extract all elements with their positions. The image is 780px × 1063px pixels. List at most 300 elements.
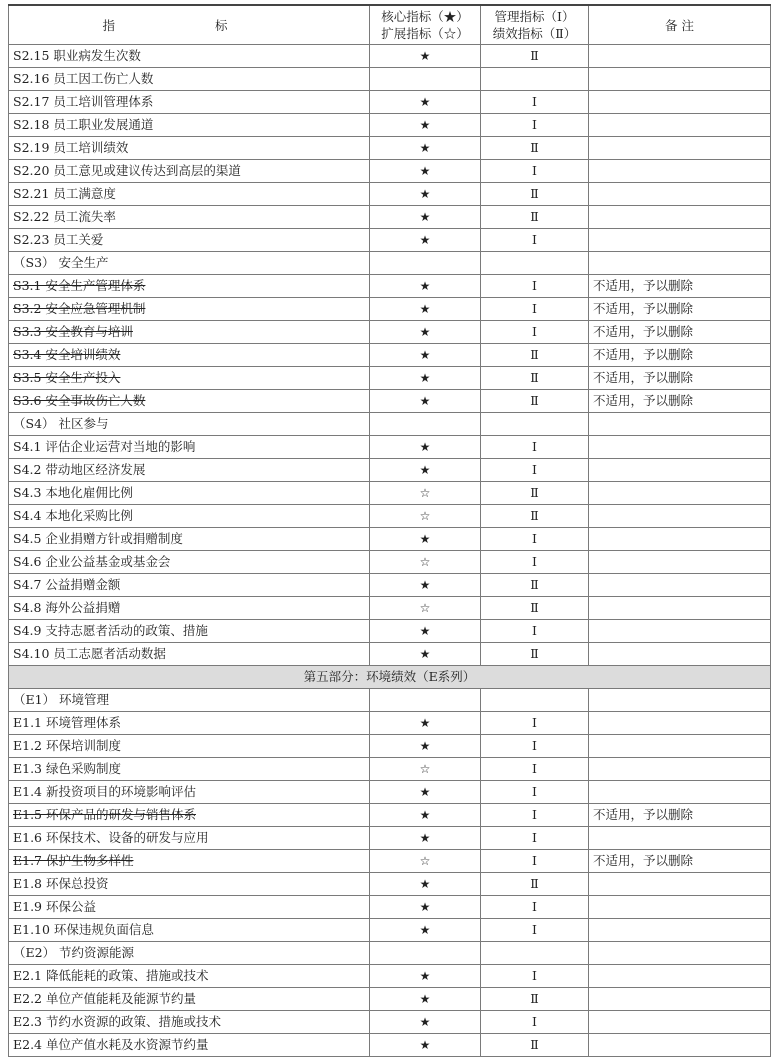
management-performance-mark-text: Ⅱ (530, 876, 539, 891)
indicator-name-text: S2.16 员工因工伤亡人数 (13, 71, 154, 86)
management-performance-mark (481, 206, 589, 229)
core-extended-mark-text: ★ (419, 49, 431, 63)
core-extended-mark-text: ★ (419, 739, 431, 753)
core-extended-mark-text: ★ (419, 325, 431, 339)
table-body (9, 45, 771, 1057)
management-performance-mark-text: Ⅰ (532, 117, 537, 132)
table-row (9, 965, 771, 988)
indicator-name-text: S3.6 安全事故伤亡人数 (13, 393, 146, 408)
table-row (9, 988, 771, 1011)
indicator-name (9, 482, 370, 505)
core-extended-mark (370, 413, 481, 436)
management-performance-mark-text: Ⅰ (532, 853, 537, 868)
remark-cell (589, 781, 771, 804)
indicator-name (9, 735, 370, 758)
management-performance-mark-text: Ⅰ (532, 784, 537, 799)
management-performance-mark (481, 758, 589, 781)
indicator-name (9, 942, 370, 965)
core-extended-mark (370, 459, 481, 482)
management-performance-mark (481, 229, 589, 252)
indicator-name-text: E1.9 环保公益 (13, 899, 96, 914)
management-performance-mark-text: Ⅱ (530, 393, 539, 408)
table-row (9, 735, 771, 758)
core-extended-mark (370, 344, 481, 367)
management-performance-mark (481, 781, 589, 804)
core-extended-mark (370, 528, 481, 551)
indicator-name-text: （E1） 环境管理 (13, 692, 110, 707)
indicator-name-text: S4.7 公益捐赠金额 (13, 577, 121, 592)
remark-cell-text: 不适用，予以删除 (593, 324, 694, 339)
indicator-name (9, 229, 370, 252)
core-extended-mark-text: ★ (419, 371, 431, 385)
core-extended-mark (370, 919, 481, 942)
core-extended-mark-text: ★ (419, 532, 431, 546)
indicator-name (9, 298, 370, 321)
management-performance-mark (481, 321, 589, 344)
core-extended-mark-text: ☆ (419, 555, 431, 569)
core-extended-mark-text: ★ (419, 141, 431, 155)
indicator-name-text: E2.4 单位产值水耗及水资源节约量 (13, 1037, 209, 1052)
management-performance-mark-text: Ⅱ (530, 186, 539, 201)
indicator-name (9, 597, 370, 620)
table-row (9, 390, 771, 413)
indicator-name-text: S4.2 带动地区经济发展 (13, 462, 146, 477)
table-row (9, 505, 771, 528)
core-extended-mark (370, 643, 481, 666)
core-extended-mark (370, 229, 481, 252)
indicator-name (9, 896, 370, 919)
management-performance-mark (481, 91, 589, 114)
table-row (9, 712, 771, 735)
indicator-name (9, 620, 370, 643)
indicator-name-text: S4.5 企业捐赠方针或捐赠制度 (13, 531, 183, 546)
table-row (9, 551, 771, 574)
core-extended-mark (370, 551, 481, 574)
management-performance-mark (481, 827, 589, 850)
management-performance-mark (481, 413, 589, 436)
indicator-name (9, 413, 370, 436)
indicator-name-text: E1.5 环保产品的研发与销售体系 (13, 807, 196, 822)
core-extended-mark-text: ★ (419, 578, 431, 592)
table-row (9, 206, 771, 229)
core-extended-mark (370, 160, 481, 183)
remark-cell (589, 505, 771, 528)
core-extended-mark-text: ★ (419, 187, 431, 201)
core-extended-mark-text: ★ (419, 348, 431, 362)
management-performance-mark-text: Ⅱ (530, 485, 539, 500)
core-extended-mark-text: ★ (419, 1038, 431, 1052)
indicator-name (9, 965, 370, 988)
remark-cell (589, 68, 771, 91)
remark-cell (589, 758, 771, 781)
core-extended-mark (370, 620, 481, 643)
remark-cell (589, 390, 771, 413)
indicator-name-text: S2.23 员工关爱 (13, 232, 104, 247)
indicator-name-text: S4.9 支持志愿者活动的政策、措施 (13, 623, 208, 638)
management-performance-mark-text: Ⅱ (530, 48, 539, 63)
header-extended-label: 扩展指标（☆） (381, 26, 469, 41)
management-performance-mark (481, 919, 589, 942)
table-row (9, 183, 771, 206)
remark-cell-text: 不适用，予以删除 (593, 370, 694, 385)
management-performance-mark (481, 137, 589, 160)
remark-cell-text: 不适用，予以删除 (593, 393, 694, 408)
section-row (9, 942, 771, 965)
indicator-name (9, 137, 370, 160)
core-extended-mark-text: ☆ (419, 509, 431, 523)
indicator-name-text: （E2） 节约资源能源 (13, 945, 135, 960)
management-performance-mark (481, 459, 589, 482)
indicator-name (9, 367, 370, 390)
core-extended-mark-text: ★ (419, 302, 431, 316)
core-extended-mark-text: ★ (419, 992, 431, 1006)
remark-cell-text: 不适用，予以删除 (593, 278, 694, 293)
core-extended-mark (370, 114, 481, 137)
table-row (9, 827, 771, 850)
management-performance-mark (481, 436, 589, 459)
indicator-name-text: S2.18 员工职业发展通道 (13, 117, 154, 132)
management-performance-mark-text: Ⅰ (532, 807, 537, 822)
part-heading-row (9, 666, 771, 689)
core-extended-mark (370, 91, 481, 114)
indicator-name-text: （S3） 安全生产 (13, 255, 109, 270)
management-performance-mark-text: Ⅰ (532, 715, 537, 730)
indicator-name (9, 344, 370, 367)
core-extended-mark-text: ★ (419, 647, 431, 661)
core-extended-mark-text: ☆ (419, 854, 431, 868)
management-performance-mark (481, 735, 589, 758)
core-extended-mark-text: ☆ (419, 601, 431, 615)
table-row (9, 68, 771, 91)
management-performance-mark-text: Ⅰ (532, 738, 537, 753)
core-extended-mark (370, 850, 481, 873)
core-extended-mark-text: ★ (419, 808, 431, 822)
indicator-name-text: S3.1 安全生产管理体系 (13, 278, 146, 293)
indicator-name (9, 183, 370, 206)
management-performance-mark-text: Ⅰ (532, 94, 537, 109)
remark-cell (589, 873, 771, 896)
indicator-name (9, 45, 370, 68)
indicator-name (9, 1011, 370, 1034)
core-extended-mark-text: ★ (419, 210, 431, 224)
core-extended-mark-text: ★ (419, 785, 431, 799)
core-extended-mark (370, 1011, 481, 1034)
core-extended-mark (370, 942, 481, 965)
table-row (9, 804, 771, 827)
management-performance-mark-text: Ⅰ (532, 531, 537, 546)
management-performance-mark (481, 344, 589, 367)
management-performance-mark (481, 1034, 589, 1057)
management-performance-mark (481, 275, 589, 298)
core-extended-mark-text: ★ (419, 440, 431, 454)
core-extended-mark (370, 68, 481, 91)
core-extended-mark (370, 597, 481, 620)
remark-cell (589, 712, 771, 735)
table-row (9, 229, 771, 252)
core-extended-mark (370, 505, 481, 528)
management-performance-mark-text: Ⅱ (530, 577, 539, 592)
table-row (9, 643, 771, 666)
remark-cell (589, 482, 771, 505)
remark-cell (589, 942, 771, 965)
header-remark: 备 注 (589, 5, 771, 45)
management-performance-mark (481, 390, 589, 413)
table-row (9, 45, 771, 68)
table-row (9, 137, 771, 160)
table-row (9, 919, 771, 942)
core-extended-mark (370, 367, 481, 390)
remark-cell-text: 不适用，予以删除 (593, 853, 694, 868)
core-extended-mark-text: ★ (419, 877, 431, 891)
indicator-name-text: S4.6 企业公益基金或基金会 (13, 554, 171, 569)
management-performance-mark (481, 505, 589, 528)
remark-cell (589, 597, 771, 620)
remark-cell (589, 643, 771, 666)
management-performance-mark-text: Ⅰ (532, 324, 537, 339)
table-row (9, 298, 771, 321)
indicator-name (9, 321, 370, 344)
indicator-table (8, 4, 771, 1057)
remark-cell (589, 850, 771, 873)
indicator-name-text: S2.20 员工意见或建议传达到高层的渠道 (13, 163, 241, 178)
indicator-name (9, 781, 370, 804)
management-performance-mark-text: Ⅰ (532, 554, 537, 569)
remark-cell (589, 413, 771, 436)
management-performance-mark-text: Ⅰ (532, 830, 537, 845)
remark-cell (589, 137, 771, 160)
core-extended-mark-text: ★ (419, 95, 431, 109)
management-performance-mark-text: Ⅱ (530, 600, 539, 615)
management-performance-mark (481, 942, 589, 965)
management-performance-mark-text: Ⅱ (530, 508, 539, 523)
indicator-name-text: S2.17 员工培训管理体系 (13, 94, 154, 109)
indicator-name-text: E1.8 环保总投资 (13, 876, 109, 891)
table-row (9, 758, 771, 781)
indicator-name (9, 1034, 370, 1057)
indicator-name-text: E1.4 新投资项目的环境影响评估 (13, 784, 196, 799)
remark-cell (589, 160, 771, 183)
remark-cell (589, 321, 771, 344)
indicator-name-text: S3.2 安全应急管理机制 (13, 301, 146, 316)
core-extended-mark (370, 988, 481, 1011)
core-extended-mark (370, 781, 481, 804)
management-performance-mark (481, 850, 589, 873)
indicator-name (9, 275, 370, 298)
indicator-name-text: S4.4 本地化采购比例 (13, 508, 133, 523)
management-performance-mark (481, 620, 589, 643)
core-extended-mark (370, 321, 481, 344)
indicator-name (9, 91, 370, 114)
core-extended-mark (370, 275, 481, 298)
core-extended-mark-text: ★ (419, 463, 431, 477)
management-performance-mark-text: Ⅱ (530, 209, 539, 224)
management-performance-mark (481, 988, 589, 1011)
management-performance-mark-text: Ⅰ (532, 968, 537, 983)
table-row (9, 91, 771, 114)
table-row (9, 482, 771, 505)
core-extended-mark-text: ★ (419, 394, 431, 408)
table-row (9, 275, 771, 298)
core-extended-mark-text: ☆ (419, 762, 431, 776)
core-extended-mark (370, 712, 481, 735)
core-extended-mark-text: ☆ (419, 486, 431, 500)
management-performance-mark (481, 183, 589, 206)
table-row (9, 1011, 771, 1034)
remark-cell (589, 275, 771, 298)
section-row (9, 689, 771, 712)
header-management-performance (481, 5, 589, 45)
table-row (9, 367, 771, 390)
indicator-name (9, 528, 370, 551)
indicator-name-text: E1.6 环保技术、设备的研发与应用 (13, 830, 209, 845)
management-performance-mark-text: Ⅰ (532, 301, 537, 316)
core-extended-mark (370, 804, 481, 827)
remark-cell (589, 45, 771, 68)
remark-cell (589, 298, 771, 321)
remark-cell (589, 229, 771, 252)
management-performance-mark (481, 873, 589, 896)
indicator-name (9, 643, 370, 666)
remark-cell (589, 804, 771, 827)
indicator-name-text: S2.19 员工培训绩效 (13, 140, 129, 155)
table-row (9, 781, 771, 804)
remark-cell (589, 988, 771, 1011)
table-row (9, 873, 771, 896)
core-extended-mark (370, 137, 481, 160)
core-extended-mark (370, 827, 481, 850)
management-performance-mark (481, 114, 589, 137)
management-performance-mark (481, 712, 589, 735)
part-heading: 第五部分：环境绩效（E系列） (9, 666, 771, 689)
remark-cell (589, 206, 771, 229)
table-row (9, 1034, 771, 1057)
management-performance-mark-text: Ⅱ (530, 991, 539, 1006)
indicator-name-text: S2.21 员工满意度 (13, 186, 116, 201)
remark-cell (589, 183, 771, 206)
indicator-name (9, 68, 370, 91)
management-performance-mark (481, 965, 589, 988)
management-performance-mark (481, 298, 589, 321)
indicator-name (9, 758, 370, 781)
core-extended-mark-text: ★ (419, 831, 431, 845)
core-extended-mark-text: ★ (419, 118, 431, 132)
management-performance-mark-text: Ⅱ (530, 347, 539, 362)
indicator-name (9, 850, 370, 873)
section-row (9, 252, 771, 275)
table-row (9, 114, 771, 137)
indicator-name (9, 505, 370, 528)
indicator-name-text: E1.1 环境管理体系 (13, 715, 121, 730)
indicator-name-text: S3.4 安全培训绩效 (13, 347, 121, 362)
remark-cell (589, 344, 771, 367)
indicator-name (9, 459, 370, 482)
indicator-name (9, 919, 370, 942)
indicator-name (9, 390, 370, 413)
core-extended-mark (370, 965, 481, 988)
table-row (9, 528, 771, 551)
remark-cell (589, 896, 771, 919)
indicator-name-text: E1.2 环保培训制度 (13, 738, 121, 753)
table-row (9, 620, 771, 643)
management-performance-mark-text: Ⅰ (532, 439, 537, 454)
remark-cell (589, 436, 771, 459)
core-extended-mark (370, 45, 481, 68)
core-extended-mark (370, 873, 481, 896)
header-core-label: 核心指标（★） (381, 9, 469, 24)
indicator-name (9, 252, 370, 275)
management-performance-mark (481, 367, 589, 390)
remark-cell (589, 1011, 771, 1034)
management-performance-mark (481, 597, 589, 620)
table-row (9, 459, 771, 482)
management-performance-mark (481, 160, 589, 183)
indicator-name-text: （S4） 社区参与 (13, 416, 109, 431)
indicator-name-text: E2.2 单位产值能耗及能源节约量 (13, 991, 196, 1006)
core-extended-mark-text: ★ (419, 900, 431, 914)
indicator-name (9, 988, 370, 1011)
management-performance-mark (481, 804, 589, 827)
indicator-name-text: S4.1 评估企业运营对当地的影响 (13, 439, 196, 454)
core-extended-mark-text: ★ (419, 969, 431, 983)
management-performance-mark (481, 45, 589, 68)
remark-cell (589, 1034, 771, 1057)
table-row (9, 597, 771, 620)
indicator-name (9, 873, 370, 896)
indicator-name (9, 574, 370, 597)
indicator-name (9, 804, 370, 827)
core-extended-mark-text: ★ (419, 1015, 431, 1029)
header-indicator: 指 标 (9, 5, 370, 45)
management-performance-mark (481, 551, 589, 574)
management-performance-mark-text: Ⅰ (532, 462, 537, 477)
management-performance-mark (481, 896, 589, 919)
remark-cell (589, 551, 771, 574)
indicator-name-text: S3.3 安全教育与培训 (13, 324, 133, 339)
table-row (9, 574, 771, 597)
management-performance-mark (481, 574, 589, 597)
core-extended-mark (370, 436, 481, 459)
remark-cell (589, 367, 771, 390)
management-performance-mark-text: Ⅰ (532, 163, 537, 178)
indicator-name-text: E1.3 绿色采购制度 (13, 761, 121, 776)
indicator-name-text: S2.15 职业病发生次数 (13, 48, 141, 63)
indicator-name (9, 206, 370, 229)
table-row (9, 436, 771, 459)
core-extended-mark (370, 896, 481, 919)
remark-cell (589, 574, 771, 597)
core-extended-mark (370, 689, 481, 712)
header-management-label: 管理指标（Ⅰ） (494, 9, 575, 24)
management-performance-mark-text: Ⅰ (532, 922, 537, 937)
core-extended-mark-text: ★ (419, 233, 431, 247)
remark-cell (589, 252, 771, 275)
core-extended-mark (370, 206, 481, 229)
management-performance-mark-text: Ⅰ (532, 278, 537, 293)
management-performance-mark-text: Ⅰ (532, 623, 537, 638)
indicator-name-text: E1.7 保护生物多样性 (13, 853, 134, 868)
table-row (9, 160, 771, 183)
remark-cell (589, 528, 771, 551)
table-row (9, 344, 771, 367)
indicator-name-text: S4.10 员工志愿者活动数据 (13, 646, 166, 661)
management-performance-mark (481, 482, 589, 505)
management-performance-mark-text: Ⅱ (530, 1037, 539, 1052)
core-extended-mark (370, 183, 481, 206)
indicator-name (9, 712, 370, 735)
core-extended-mark (370, 758, 481, 781)
remark-cell (589, 689, 771, 712)
remark-cell-text: 不适用，予以删除 (593, 807, 694, 822)
